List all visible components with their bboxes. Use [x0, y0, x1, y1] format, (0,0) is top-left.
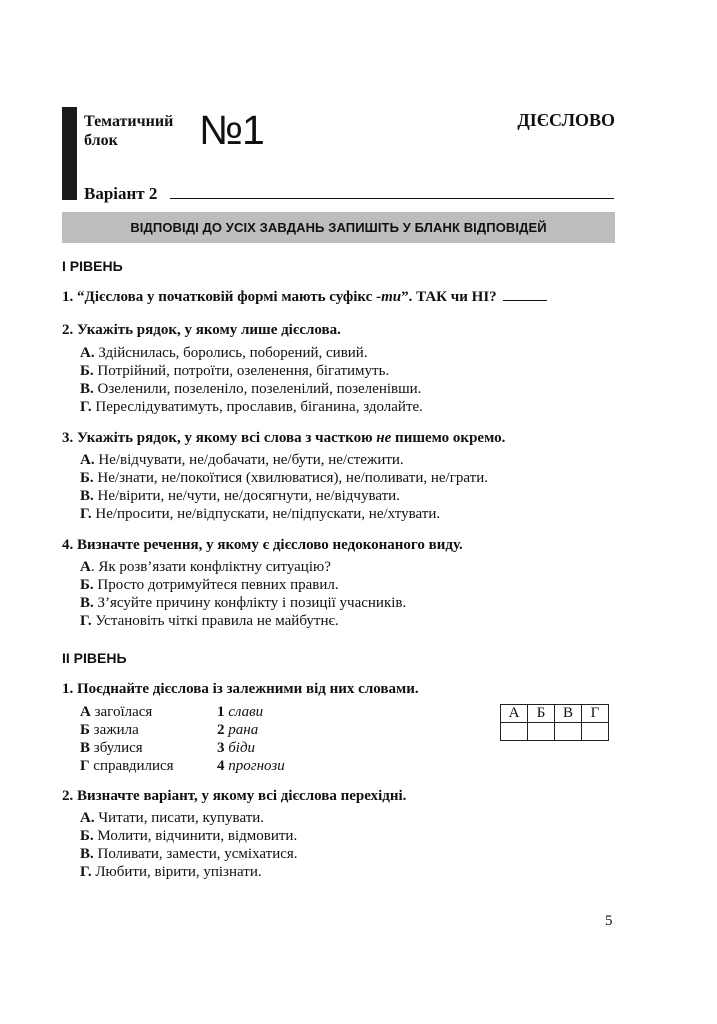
- block-label: [84, 112, 173, 150]
- variant-label: Варіант 2: [84, 184, 158, 203]
- level1-title: І РІВЕНЬ: [62, 258, 123, 274]
- grid-answer-cell[interactable]: [528, 723, 555, 741]
- list-item: Г. Установіть чіткі правила не майбутнє.: [80, 613, 339, 629]
- particle-ne: не: [376, 430, 392, 446]
- list-item: Б. Не/знати, не/покоїтися (хвилюватися), не/поливати, не/грати.: [80, 470, 488, 486]
- list-item: В. Озеленили, позеленіло, позеленілий, позеленівши.: [80, 381, 422, 397]
- list-item: Б. Просто дотримуйтеся певних правил.: [80, 577, 339, 593]
- header-bar: [62, 107, 77, 200]
- l1-q1-suffix: ти: [381, 289, 402, 305]
- list-item: Г. Любити, вірити, упізнати.: [80, 864, 262, 880]
- list-item: Б. Молити, відчинити, відмовити.: [80, 828, 298, 844]
- match-right-item: 1 слави: [217, 704, 264, 720]
- l1-q1-pre: 1. “Дієслова у початковій формі мають суфікс -: [62, 289, 382, 305]
- match-left-item: А загоїлася: [80, 704, 153, 720]
- match-left-item: Б зажила: [80, 722, 139, 738]
- grid-answer-cell[interactable]: [582, 723, 609, 741]
- block-label-line2: блок: [84, 132, 118, 149]
- list-item: Г. Переслідуватимуть, прославив, біганина, здолайте.: [80, 399, 423, 415]
- grid-header: Г: [582, 705, 609, 723]
- l1-question-2: 2. Укажіть рядок, у якому лише дієслова.: [62, 322, 341, 338]
- answer-blank: [503, 288, 547, 301]
- l1-question-1: [62, 288, 547, 306]
- match-right-item: 3 біди: [217, 740, 256, 756]
- list-item: В. Не/вірити, не/чути, не/досягнути, не/відчувати.: [80, 488, 400, 504]
- match-left-item: Г справдилися: [80, 758, 174, 774]
- level2-title: ІІ РІВЕНЬ: [62, 650, 127, 666]
- grid-header: Б: [528, 705, 555, 723]
- l1-question-3: 3. Укажіть рядок, у якому всі слова з часткою не пишемо окремо.: [62, 430, 506, 446]
- list-item: В. З’ясуйте причину конфлікту і позиції учасників.: [80, 595, 407, 611]
- list-item: Г. Не/просити, не/відпускати, не/підпускати, не/хтувати.: [80, 506, 441, 522]
- l1-q1-post: ”. ТАК чи НІ?: [401, 289, 497, 305]
- topic-title: ДІЄСЛОВО: [517, 110, 615, 130]
- l2-question-1: 1. Поєднайте дієслова із залежними від них словами.: [62, 681, 419, 697]
- answer-grid: [500, 704, 609, 741]
- list-item: В. Поливати, замести, усміхатися.: [80, 846, 298, 862]
- list-item: А. Як розв’язати конфліктну ситуацію?: [80, 559, 331, 575]
- list-item: А. Не/відчувати, не/добачати, не/бути, не/стежити.: [80, 452, 404, 468]
- grid-answer-cell[interactable]: [555, 723, 582, 741]
- instruction-text: ВІДПОВІДІ ДО УСІХ ЗАВДАНЬ ЗАПИШІТЬ У БЛАНК ВІДПОВІДЕЙ: [130, 220, 547, 235]
- grid-answer-cell[interactable]: [501, 723, 528, 741]
- page-number: 5: [605, 913, 613, 929]
- block-number: №1: [199, 107, 264, 153]
- grid-header: В: [555, 705, 582, 723]
- variant-underline: [170, 198, 614, 199]
- list-item: Б. Потрійний, потроїти, озеленення, бігатимуть.: [80, 363, 390, 379]
- block-label-line1: Тематичний: [84, 113, 174, 130]
- match-left-item: В збулися: [80, 740, 143, 756]
- instruction-banner: [62, 212, 615, 243]
- list-item: А. Здійснилась, боролись, поборений, сивий.: [80, 345, 368, 361]
- match-right-item: 4 прогнози: [217, 758, 285, 774]
- l2-question-2: 2. Визначте варіант, у якому всі дієслова перехідні.: [62, 788, 407, 804]
- l1-question-4: 4. Визначте речення, у якому є дієслово недоконаного виду.: [62, 537, 463, 553]
- grid-header: А: [501, 705, 528, 723]
- list-item: А. Читати, писати, купувати.: [80, 810, 265, 826]
- match-right-item: 2 рана: [217, 722, 259, 738]
